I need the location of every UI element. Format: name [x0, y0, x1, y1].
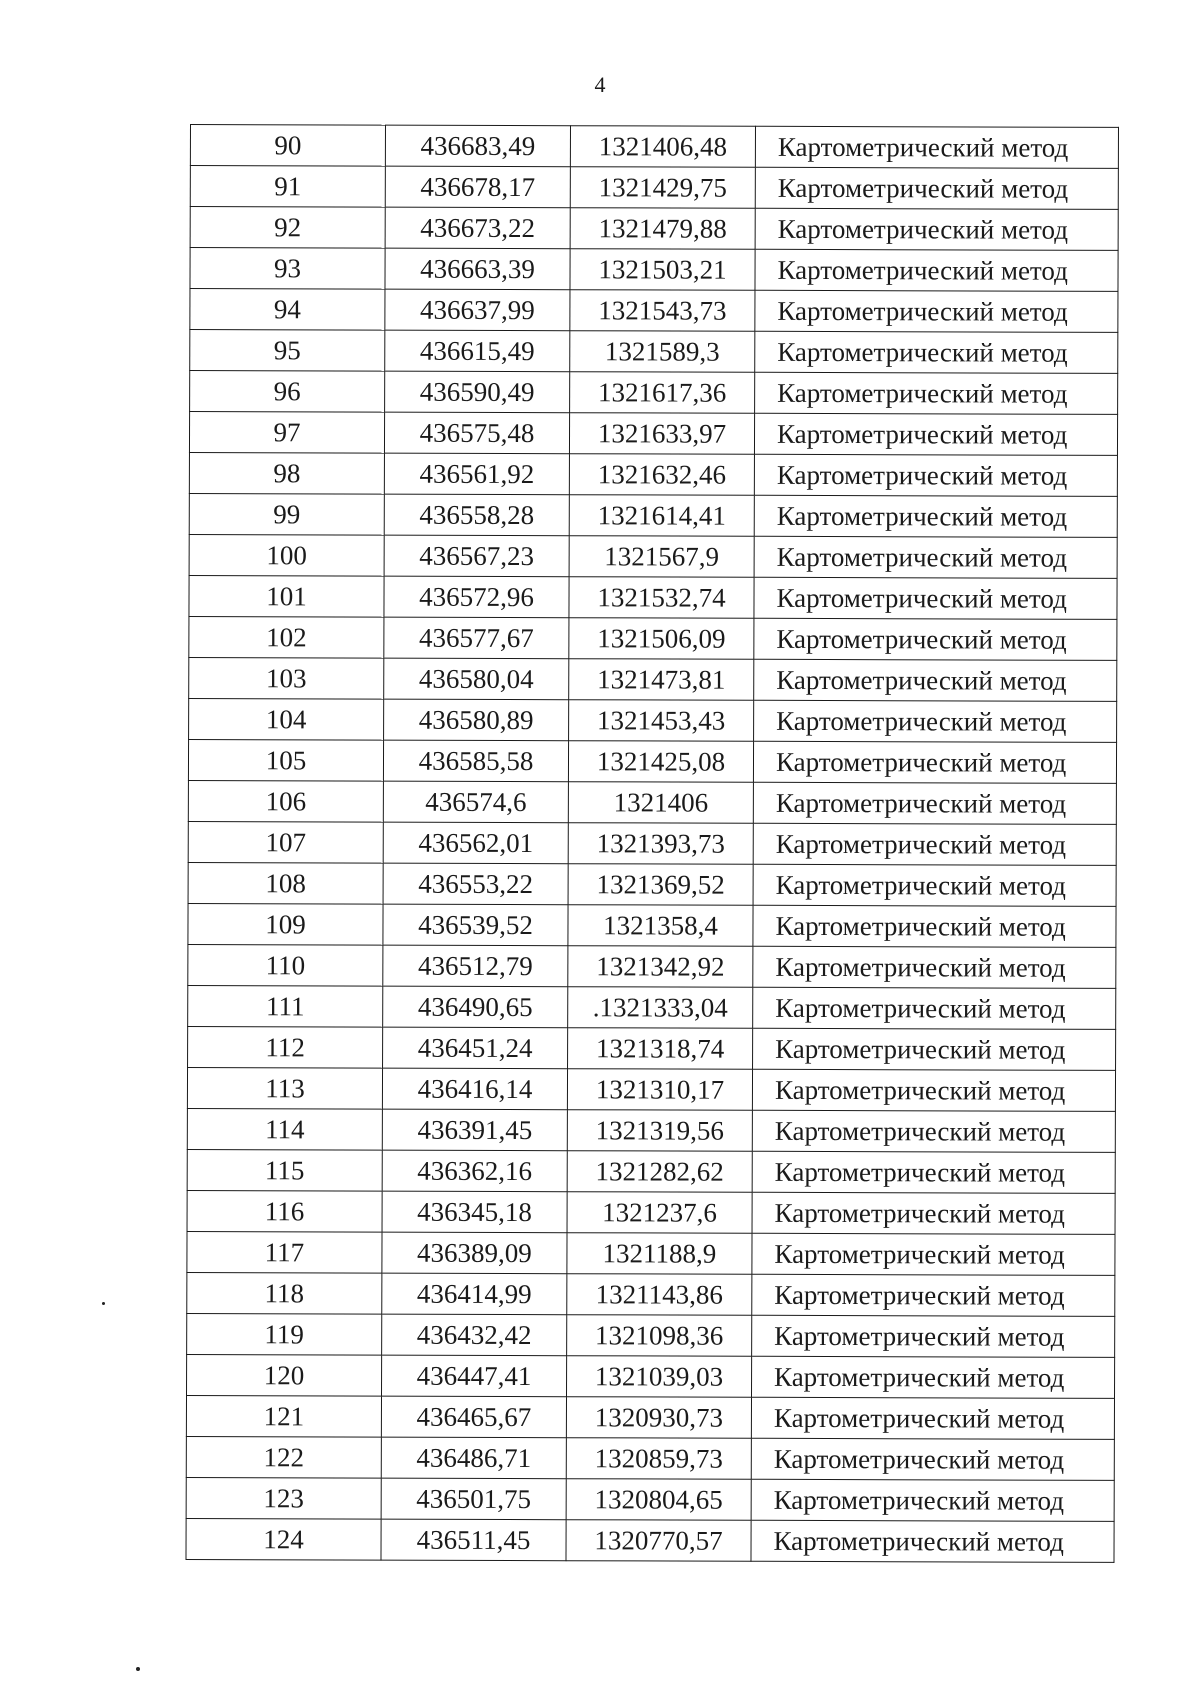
- x-coordinate-cell: 436511,45: [381, 1519, 566, 1561]
- method-cell: Картометрический метод: [754, 700, 1117, 742]
- table-row: [187, 1149, 1115, 1193]
- table-row: [188, 821, 1116, 865]
- y-coordinate-cell: 1320859,73: [566, 1438, 751, 1480]
- x-coordinate-cell: 436512,79: [383, 945, 568, 987]
- table-row: [187, 1231, 1115, 1275]
- table-row: [188, 1026, 1116, 1070]
- x-coordinate-cell: 436637,99: [385, 289, 570, 331]
- point-number-cell: 98: [189, 452, 384, 494]
- y-coordinate-cell: 1321406,48: [570, 126, 755, 168]
- method-cell: Картометрический метод: [753, 864, 1116, 906]
- method-cell: Картометрический метод: [755, 126, 1118, 168]
- table-row: [188, 944, 1116, 988]
- point-number-cell: 104: [189, 698, 384, 740]
- table-row: [187, 1272, 1115, 1316]
- point-number-cell: 108: [188, 862, 383, 904]
- point-number-cell: 111: [188, 985, 383, 1027]
- table-row: [188, 903, 1116, 947]
- table-row: [187, 1108, 1115, 1152]
- x-coordinate-cell: 436577,67: [384, 617, 569, 659]
- table-row: [190, 289, 1118, 333]
- scan-speck: [102, 1302, 105, 1305]
- table-row: [189, 616, 1117, 660]
- method-cell: Картометрический метод: [753, 823, 1116, 865]
- point-number-cell: 124: [186, 1518, 381, 1560]
- y-coordinate-cell: 1320770,57: [566, 1520, 751, 1562]
- point-number-cell: 101: [189, 575, 384, 617]
- point-number-cell: 120: [187, 1354, 382, 1396]
- table-row: [189, 493, 1117, 537]
- y-coordinate-cell: 1321543,73: [570, 290, 755, 332]
- y-coordinate-cell: 1321369,52: [568, 864, 753, 906]
- method-cell: Картометрический метод: [751, 1397, 1114, 1439]
- y-coordinate-cell: 1321503,21: [570, 249, 755, 291]
- point-number-cell: 100: [189, 534, 384, 576]
- point-number-cell: 119: [187, 1313, 382, 1355]
- y-coordinate-cell: 1321506,09: [569, 618, 754, 660]
- x-coordinate-cell: 436490,65: [383, 986, 568, 1028]
- y-coordinate-cell: 1321282,62: [567, 1151, 752, 1193]
- method-cell: Картометрический метод: [752, 1110, 1115, 1152]
- method-cell: Картометрический метод: [753, 987, 1116, 1029]
- method-cell: Картометрический метод: [755, 372, 1118, 414]
- method-cell: Картометрический метод: [754, 659, 1117, 701]
- page-number: 4: [594, 72, 606, 97]
- point-number-cell: 94: [190, 289, 385, 331]
- method-cell: Картометрический метод: [753, 946, 1116, 988]
- x-coordinate-cell: 436416,14: [382, 1068, 567, 1110]
- y-coordinate-cell: 1321318,74: [568, 1028, 753, 1070]
- method-cell: Картометрический метод: [752, 1315, 1115, 1357]
- table-row: [190, 371, 1118, 415]
- y-coordinate-cell: 1321237,6: [567, 1192, 752, 1234]
- method-cell: Картометрический метод: [752, 1151, 1115, 1193]
- method-cell: Картометрический метод: [753, 905, 1116, 947]
- x-coordinate-cell: 436389,09: [382, 1232, 567, 1274]
- x-coordinate-cell: 436391,45: [382, 1109, 567, 1151]
- table-row: [188, 985, 1116, 1029]
- scan-speck: [136, 1667, 140, 1671]
- table-row: [187, 1067, 1115, 1111]
- point-number-cell: 123: [186, 1477, 381, 1519]
- y-coordinate-cell: 1321098,36: [567, 1315, 752, 1357]
- table-row: [187, 1190, 1115, 1234]
- x-coordinate-cell: 436432,42: [382, 1314, 567, 1356]
- y-coordinate-cell: 1321633,97: [569, 413, 754, 455]
- table-row: [190, 166, 1118, 210]
- table-row: [189, 452, 1117, 496]
- method-cell: Картометрический метод: [754, 495, 1117, 537]
- method-cell: Картометрический метод: [752, 1069, 1115, 1111]
- point-number-cell: 110: [188, 944, 383, 986]
- x-coordinate-cell: 436663,39: [385, 248, 570, 290]
- method-cell: Картометрический метод: [755, 331, 1118, 373]
- y-coordinate-cell: 1321039,03: [567, 1356, 752, 1398]
- y-coordinate-cell: 1321406: [568, 782, 753, 824]
- y-coordinate-cell: 1320930,73: [566, 1397, 751, 1439]
- method-cell: Картометрический метод: [752, 1192, 1115, 1234]
- y-coordinate-cell: 1321393,73: [568, 823, 753, 865]
- point-number-cell: 118: [187, 1272, 382, 1314]
- point-number-cell: 92: [190, 207, 385, 249]
- table-row: [186, 1436, 1114, 1480]
- x-coordinate-cell: 436465,67: [381, 1396, 566, 1438]
- table-row: [187, 1354, 1115, 1398]
- y-coordinate-cell: 1321143,86: [567, 1274, 752, 1316]
- table-row: [190, 330, 1118, 374]
- y-coordinate-cell: 1320804,65: [566, 1479, 751, 1521]
- y-coordinate-cell: 1321473,81: [569, 659, 754, 701]
- point-number-cell: 116: [187, 1190, 382, 1232]
- x-coordinate-cell: 436345,18: [382, 1191, 567, 1233]
- y-coordinate-cell: 1321429,75: [570, 167, 755, 209]
- y-coordinate-cell: 1321632,46: [569, 454, 754, 496]
- x-coordinate-cell: 436678,17: [385, 166, 570, 208]
- y-coordinate-cell: 1321319,56: [567, 1110, 752, 1152]
- point-number-cell: 121: [186, 1395, 381, 1437]
- x-coordinate-cell: 436580,04: [384, 658, 569, 700]
- y-coordinate-cell: 1321310,17: [567, 1069, 752, 1111]
- table-row: [190, 125, 1118, 169]
- y-coordinate-cell: 1321532,74: [569, 577, 754, 619]
- point-number-cell: 117: [187, 1231, 382, 1273]
- method-cell: Картометрический метод: [753, 782, 1116, 824]
- table-row: [188, 780, 1116, 824]
- table-row: [189, 698, 1117, 742]
- table-row: [186, 1518, 1114, 1562]
- y-coordinate-cell: 1321188,9: [567, 1233, 752, 1275]
- table-row: [189, 534, 1117, 578]
- coordinates-table-body: [186, 125, 1119, 1563]
- point-number-cell: 93: [190, 248, 385, 290]
- y-coordinate-cell: 1321358,4: [568, 905, 753, 947]
- y-coordinate-cell: 1321453,43: [569, 700, 754, 742]
- method-cell: Картометрический метод: [752, 1274, 1115, 1316]
- x-coordinate-cell: 436673,22: [385, 207, 570, 249]
- point-number-cell: 114: [187, 1108, 382, 1150]
- point-number-cell: 97: [189, 412, 384, 454]
- point-number-cell: 96: [190, 371, 385, 413]
- y-coordinate-cell: 1321589,3: [570, 331, 755, 373]
- x-coordinate-cell: 436558,28: [384, 494, 569, 536]
- method-cell: Картометрический метод: [755, 249, 1118, 291]
- table-row: [190, 248, 1118, 292]
- y-coordinate-cell: 1321479,88: [570, 208, 755, 250]
- point-number-cell: 95: [190, 330, 385, 372]
- y-coordinate-cell: 1321614,41: [569, 495, 754, 537]
- x-coordinate-cell: 436575,48: [384, 412, 569, 454]
- method-cell: Картометрический метод: [753, 741, 1116, 783]
- method-cell: Картометрический метод: [752, 1233, 1115, 1275]
- method-cell: Картометрический метод: [751, 1479, 1114, 1521]
- method-cell: Картометрический метод: [754, 454, 1117, 496]
- method-cell: Картометрический метод: [754, 536, 1117, 578]
- point-number-cell: 113: [187, 1067, 382, 1109]
- table-row: [189, 412, 1117, 456]
- table-row: [188, 739, 1116, 783]
- method-cell: Картометрический метод: [755, 167, 1118, 209]
- table-row: [190, 207, 1118, 251]
- x-coordinate-cell: 436362,16: [382, 1150, 567, 1192]
- method-cell: Картометрический метод: [752, 1356, 1115, 1398]
- x-coordinate-cell: 436574,6: [383, 781, 568, 823]
- point-number-cell: 105: [188, 739, 383, 781]
- method-cell: Картометрический метод: [755, 208, 1118, 250]
- x-coordinate-cell: 436539,52: [383, 904, 568, 946]
- x-coordinate-cell: 436562,01: [383, 822, 568, 864]
- table-row: [189, 575, 1117, 619]
- x-coordinate-cell: 436553,22: [383, 863, 568, 905]
- method-cell: Картометрический метод: [754, 413, 1117, 455]
- point-number-cell: 91: [190, 166, 385, 208]
- table-row: [187, 1313, 1115, 1357]
- method-cell: Картометрический метод: [754, 577, 1117, 619]
- point-number-cell: 122: [186, 1436, 381, 1478]
- method-cell: Картометрический метод: [753, 1028, 1116, 1070]
- point-number-cell: 109: [188, 903, 383, 945]
- point-number-cell: 107: [188, 821, 383, 863]
- x-coordinate-cell: 436615,49: [385, 330, 570, 372]
- point-number-cell: 99: [189, 493, 384, 535]
- y-coordinate-cell: 1321342,92: [568, 946, 753, 988]
- method-cell: Картометрический метод: [754, 618, 1117, 660]
- point-number-cell: 103: [189, 657, 384, 699]
- point-number-cell: 106: [188, 780, 383, 822]
- y-coordinate-cell: .1321333,04: [568, 987, 753, 1029]
- x-coordinate-cell: 436414,99: [382, 1273, 567, 1315]
- table-row: [186, 1477, 1114, 1521]
- x-coordinate-cell: 436572,96: [384, 576, 569, 618]
- table-row: [189, 657, 1117, 701]
- x-coordinate-cell: 436447,41: [382, 1355, 567, 1397]
- method-cell: Картометрический метод: [751, 1438, 1114, 1480]
- point-number-cell: 102: [189, 616, 384, 658]
- point-number-cell: 90: [190, 125, 385, 167]
- x-coordinate-cell: 436683,49: [385, 125, 570, 167]
- x-coordinate-cell: 436486,71: [381, 1437, 566, 1479]
- x-coordinate-cell: 436585,58: [383, 740, 568, 782]
- y-coordinate-cell: 1321617,36: [570, 372, 755, 414]
- y-coordinate-cell: 1321567,9: [569, 536, 754, 578]
- x-coordinate-cell: 436501,75: [381, 1478, 566, 1520]
- x-coordinate-cell: 436451,24: [383, 1027, 568, 1069]
- x-coordinate-cell: 436567,23: [384, 535, 569, 577]
- table-row: [186, 1395, 1114, 1439]
- x-coordinate-cell: 436561,92: [384, 453, 569, 495]
- point-number-cell: 112: [188, 1026, 383, 1068]
- table-row: [188, 862, 1116, 906]
- method-cell: Картометрический метод: [751, 1520, 1114, 1562]
- point-number-cell: 115: [187, 1149, 382, 1191]
- x-coordinate-cell: 436590,49: [385, 371, 570, 413]
- y-coordinate-cell: 1321425,08: [568, 741, 753, 783]
- x-coordinate-cell: 436580,89: [384, 699, 569, 741]
- method-cell: Картометрический метод: [755, 290, 1118, 332]
- coordinates-table: [185, 124, 1119, 1563]
